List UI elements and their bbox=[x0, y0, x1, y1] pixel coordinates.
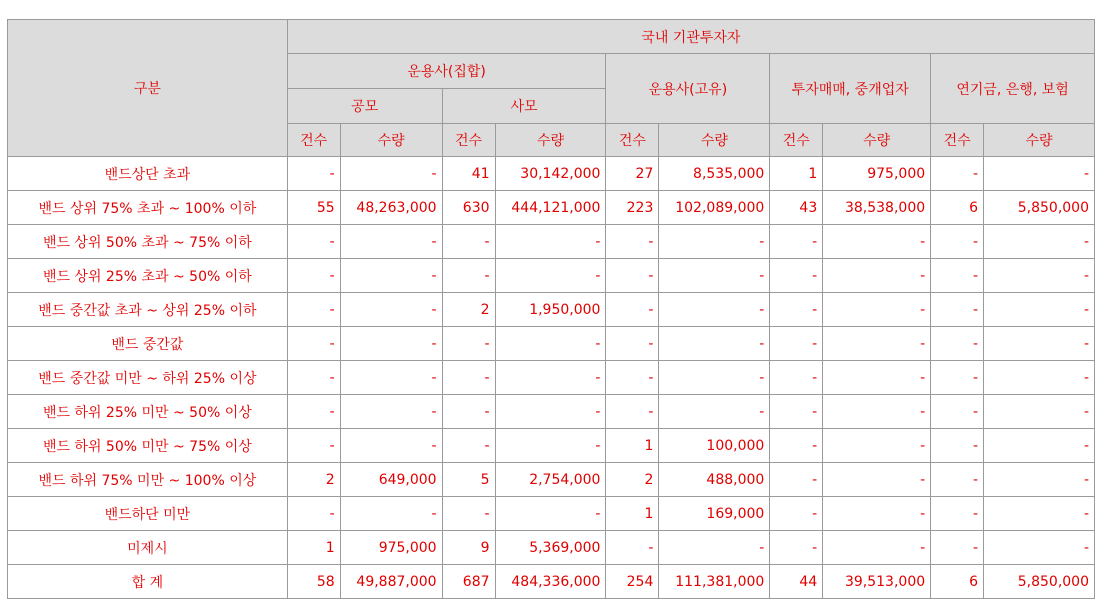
quantity-cell: 5,850,000 bbox=[984, 191, 1095, 225]
count-cell: - bbox=[770, 225, 823, 259]
quantity-cell: - bbox=[659, 293, 770, 327]
row-label: 밴드 중간값 미만 ~ 하위 25% 이상 bbox=[8, 361, 288, 395]
count-cell: 5 bbox=[442, 463, 495, 497]
quantity-cell: - bbox=[984, 157, 1095, 191]
count-cell: - bbox=[287, 293, 340, 327]
count-cell: - bbox=[931, 463, 984, 497]
count-cell: - bbox=[931, 531, 984, 565]
header-quantity: 수량 bbox=[659, 124, 770, 157]
quantity-cell: - bbox=[984, 259, 1095, 293]
count-cell: - bbox=[770, 429, 823, 463]
count-cell: - bbox=[287, 497, 340, 531]
count-cell: 55 bbox=[287, 191, 340, 225]
count-cell: 27 bbox=[606, 157, 659, 191]
quantity-cell: 48,263,000 bbox=[340, 191, 442, 225]
row-label: 미제시 bbox=[8, 531, 288, 565]
header-count: 건수 bbox=[606, 124, 659, 157]
count-cell: - bbox=[931, 293, 984, 327]
table-row bbox=[8, 157, 1095, 191]
count-cell: - bbox=[287, 361, 340, 395]
row-label: 밴드하단 미만 bbox=[8, 497, 288, 531]
quantity-cell: - bbox=[823, 395, 931, 429]
count-cell: 1 bbox=[606, 429, 659, 463]
quantity-cell: 102,089,000 bbox=[659, 191, 770, 225]
count-cell: 43 bbox=[770, 191, 823, 225]
row-label: 합 계 bbox=[8, 565, 288, 599]
quantity-cell: 484,336,000 bbox=[495, 565, 606, 599]
count-cell: - bbox=[442, 429, 495, 463]
quantity-cell: - bbox=[659, 225, 770, 259]
count-cell: - bbox=[770, 327, 823, 361]
quantity-cell: - bbox=[823, 259, 931, 293]
table-row bbox=[8, 463, 1095, 497]
quantity-cell: - bbox=[984, 531, 1095, 565]
count-cell: - bbox=[606, 327, 659, 361]
table-row bbox=[8, 429, 1095, 463]
quantity-cell: - bbox=[659, 361, 770, 395]
quantity-cell: - bbox=[823, 429, 931, 463]
quantity-cell: - bbox=[495, 327, 606, 361]
table-row bbox=[8, 497, 1095, 531]
quantity-cell: 169,000 bbox=[659, 497, 770, 531]
count-cell: - bbox=[770, 395, 823, 429]
count-cell: 41 bbox=[442, 157, 495, 191]
quantity-cell: - bbox=[823, 293, 931, 327]
quantity-cell: 444,121,000 bbox=[495, 191, 606, 225]
header-quantity: 수량 bbox=[823, 124, 931, 157]
count-cell: 1 bbox=[287, 531, 340, 565]
count-cell: - bbox=[442, 395, 495, 429]
count-cell: 6 bbox=[931, 191, 984, 225]
count-cell: - bbox=[931, 497, 984, 531]
header-count: 건수 bbox=[931, 124, 984, 157]
quantity-cell: 5,369,000 bbox=[495, 531, 606, 565]
count-cell: - bbox=[442, 497, 495, 531]
quantity-cell: - bbox=[340, 293, 442, 327]
row-label: 밴드 중간값 bbox=[8, 327, 288, 361]
count-cell: - bbox=[442, 259, 495, 293]
row-label: 밴드 중간값 초과 ~ 상위 25% 이하 bbox=[8, 293, 288, 327]
quantity-cell: - bbox=[823, 361, 931, 395]
quantity-cell: - bbox=[984, 361, 1095, 395]
count-cell: 6 bbox=[931, 565, 984, 599]
header-domestic-institutional: 국내 기관투자자 bbox=[287, 20, 1094, 54]
header-category: 구분 bbox=[8, 20, 288, 157]
count-cell: - bbox=[287, 429, 340, 463]
row-label: 밴드 하위 75% 미만 ~ 100% 이상 bbox=[8, 463, 288, 497]
quantity-cell: - bbox=[659, 259, 770, 293]
count-cell: - bbox=[606, 531, 659, 565]
quantity-cell: - bbox=[984, 293, 1095, 327]
quantity-cell: 8,535,000 bbox=[659, 157, 770, 191]
count-cell: 2 bbox=[606, 463, 659, 497]
quantity-cell: 111,381,000 bbox=[659, 565, 770, 599]
count-cell: - bbox=[770, 497, 823, 531]
quantity-cell: - bbox=[659, 531, 770, 565]
count-cell: 9 bbox=[442, 531, 495, 565]
count-cell: 58 bbox=[287, 565, 340, 599]
quantity-cell: - bbox=[340, 429, 442, 463]
header-asset-mgmt-own: 운용사(고유) bbox=[606, 54, 770, 124]
count-cell: - bbox=[931, 157, 984, 191]
header-private: 사모 bbox=[442, 89, 606, 124]
quantity-cell: - bbox=[659, 395, 770, 429]
row-label: 밴드 상위 25% 초과 ~ 50% 이하 bbox=[8, 259, 288, 293]
table-row bbox=[8, 327, 1095, 361]
count-cell: - bbox=[606, 259, 659, 293]
row-label: 밴드 상위 50% 초과 ~ 75% 이하 bbox=[8, 225, 288, 259]
table-row bbox=[8, 531, 1095, 565]
table-row bbox=[8, 293, 1095, 327]
count-cell: - bbox=[931, 327, 984, 361]
header-count: 건수 bbox=[287, 124, 340, 157]
quantity-cell: - bbox=[495, 395, 606, 429]
count-cell: - bbox=[287, 395, 340, 429]
quantity-cell: - bbox=[340, 361, 442, 395]
quantity-cell: - bbox=[495, 225, 606, 259]
count-cell: - bbox=[770, 293, 823, 327]
header-count: 건수 bbox=[770, 124, 823, 157]
quantity-cell: 39,513,000 bbox=[823, 565, 931, 599]
count-cell: - bbox=[287, 157, 340, 191]
count-cell: - bbox=[770, 463, 823, 497]
quantity-cell: - bbox=[340, 327, 442, 361]
quantity-cell: - bbox=[340, 259, 442, 293]
quantity-cell: 649,000 bbox=[340, 463, 442, 497]
quantity-cell: 100,000 bbox=[659, 429, 770, 463]
quantity-cell: 30,142,000 bbox=[495, 157, 606, 191]
count-cell: 630 bbox=[442, 191, 495, 225]
quantity-cell: 488,000 bbox=[659, 463, 770, 497]
count-cell: 687 bbox=[442, 565, 495, 599]
row-label: 밴드 상위 75% 초과 ~ 100% 이하 bbox=[8, 191, 288, 225]
count-cell: - bbox=[606, 361, 659, 395]
quantity-cell: - bbox=[340, 157, 442, 191]
count-cell: - bbox=[931, 361, 984, 395]
quantity-cell: 975,000 bbox=[823, 157, 931, 191]
quantity-cell: - bbox=[823, 497, 931, 531]
quantity-cell: - bbox=[495, 429, 606, 463]
header-pension-bank-insurance: 연기금, 은행, 보험 bbox=[931, 54, 1095, 124]
count-cell: - bbox=[442, 327, 495, 361]
count-cell: - bbox=[442, 361, 495, 395]
quantity-cell: - bbox=[984, 497, 1095, 531]
count-cell: - bbox=[931, 429, 984, 463]
row-label: 밴드상단 초과 bbox=[8, 157, 288, 191]
count-cell: - bbox=[770, 531, 823, 565]
header-trading-broker: 투자매매, 중개업자 bbox=[770, 54, 931, 124]
count-cell: 2 bbox=[287, 463, 340, 497]
count-cell: - bbox=[606, 293, 659, 327]
header-quantity: 수량 bbox=[495, 124, 606, 157]
quantity-cell: - bbox=[984, 429, 1095, 463]
quantity-cell: - bbox=[340, 497, 442, 531]
count-cell: - bbox=[287, 327, 340, 361]
quantity-cell: - bbox=[823, 225, 931, 259]
header-public: 공모 bbox=[287, 89, 442, 124]
table-row bbox=[8, 565, 1095, 599]
quantity-cell: - bbox=[984, 463, 1095, 497]
count-cell: - bbox=[287, 259, 340, 293]
count-cell: - bbox=[931, 395, 984, 429]
quantity-cell: 2,754,000 bbox=[495, 463, 606, 497]
header-asset-mgmt-collective: 운용사(집합) bbox=[287, 54, 606, 89]
table-row bbox=[8, 395, 1095, 429]
quantity-cell: - bbox=[495, 259, 606, 293]
table-row bbox=[8, 361, 1095, 395]
demand-forecast-table bbox=[7, 19, 1095, 599]
count-cell: 44 bbox=[770, 565, 823, 599]
quantity-cell: - bbox=[823, 463, 931, 497]
quantity-cell: - bbox=[340, 395, 442, 429]
count-cell: 223 bbox=[606, 191, 659, 225]
quantity-cell: - bbox=[823, 531, 931, 565]
quantity-cell: 5,850,000 bbox=[984, 565, 1095, 599]
quantity-cell: - bbox=[495, 497, 606, 531]
quantity-cell: - bbox=[984, 395, 1095, 429]
quantity-cell: - bbox=[659, 327, 770, 361]
count-cell: - bbox=[931, 225, 984, 259]
count-cell: - bbox=[287, 225, 340, 259]
row-label: 밴드 하위 50% 미만 ~ 75% 이상 bbox=[8, 429, 288, 463]
quantity-cell: - bbox=[823, 327, 931, 361]
quantity-cell: 49,887,000 bbox=[340, 565, 442, 599]
count-cell: - bbox=[442, 225, 495, 259]
table-row bbox=[8, 191, 1095, 225]
count-cell: - bbox=[931, 259, 984, 293]
count-cell: 1 bbox=[770, 157, 823, 191]
quantity-cell: - bbox=[340, 225, 442, 259]
header-quantity: 수량 bbox=[984, 124, 1095, 157]
quantity-cell: - bbox=[984, 327, 1095, 361]
quantity-cell: 975,000 bbox=[340, 531, 442, 565]
count-cell: - bbox=[770, 259, 823, 293]
count-cell: 1 bbox=[606, 497, 659, 531]
row-label: 밴드 하위 25% 미만 ~ 50% 이상 bbox=[8, 395, 288, 429]
table-row bbox=[8, 259, 1095, 293]
header-count: 건수 bbox=[442, 124, 495, 157]
quantity-cell: - bbox=[495, 361, 606, 395]
table-row bbox=[8, 225, 1095, 259]
count-cell: 254 bbox=[606, 565, 659, 599]
count-cell: - bbox=[606, 225, 659, 259]
quantity-cell: - bbox=[984, 225, 1095, 259]
quantity-cell: 38,538,000 bbox=[823, 191, 931, 225]
count-cell: 2 bbox=[442, 293, 495, 327]
count-cell: - bbox=[770, 361, 823, 395]
quantity-cell: 1,950,000 bbox=[495, 293, 606, 327]
header-quantity: 수량 bbox=[340, 124, 442, 157]
count-cell: - bbox=[606, 395, 659, 429]
